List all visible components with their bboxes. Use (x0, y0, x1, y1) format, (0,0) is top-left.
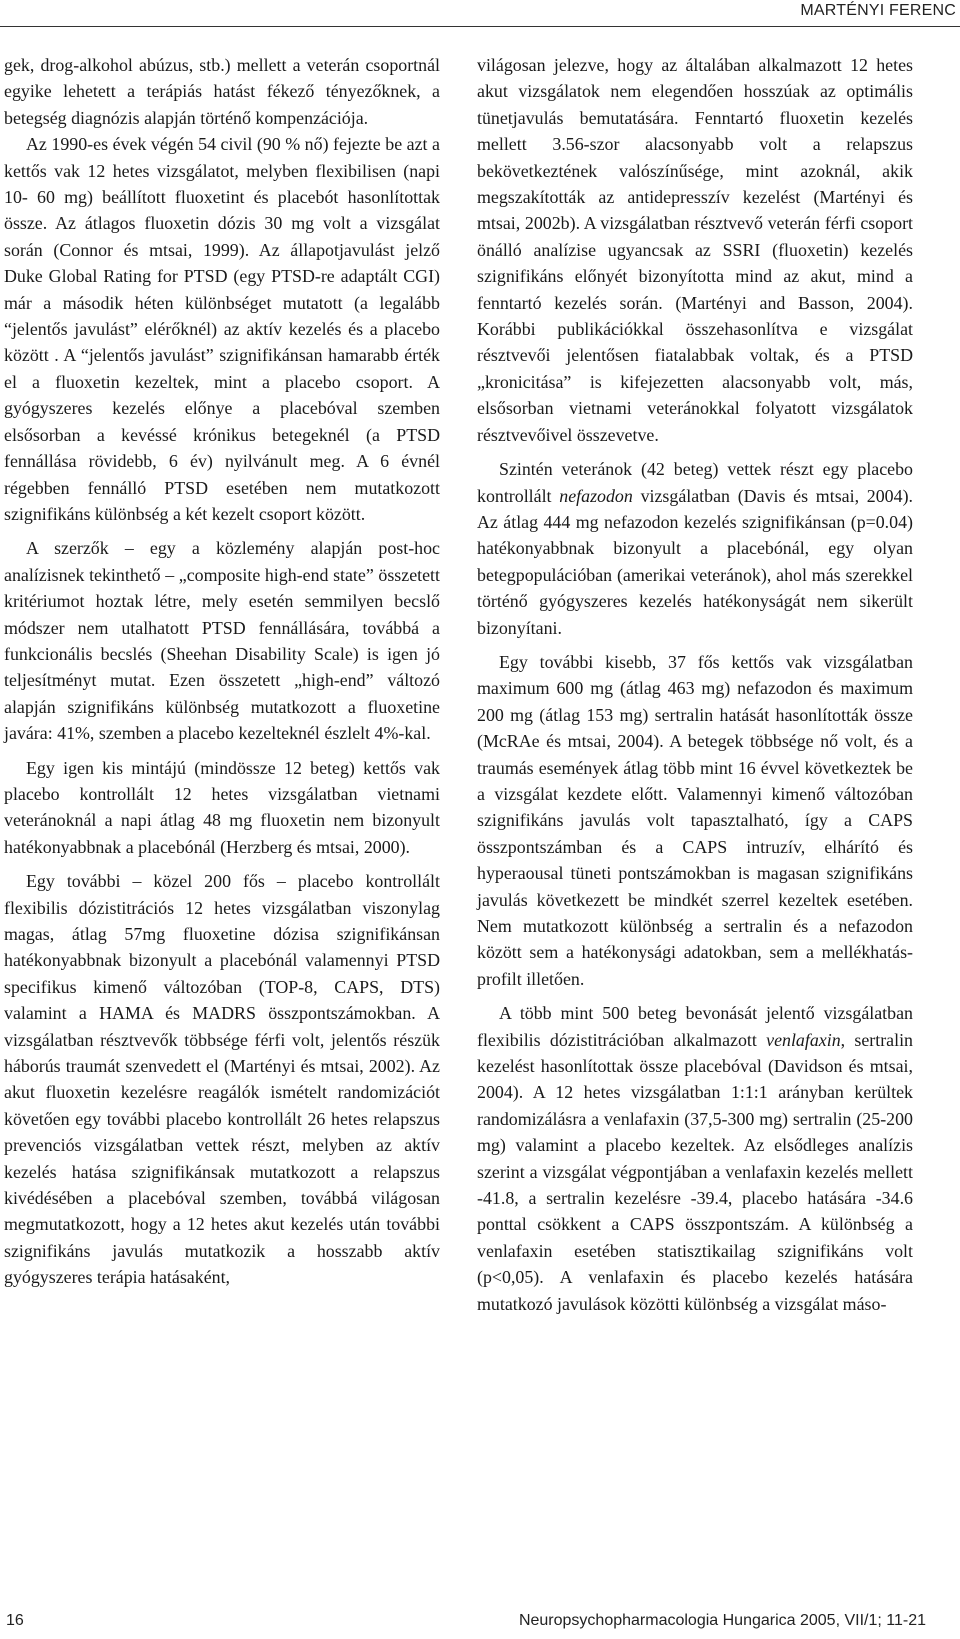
drug-name-nefazodon: nefazodon (559, 485, 633, 506)
left-paragraph-2: Az 1990-es évek végén 54 civil (90 % nő) fejezte be azt a kettős vak 12 hetes vizsgálatot, melyben flexibilisen (napi 10- 60 mg) beállított fluoxetint és placebót hasonlítottak össze. Az átlagos fluoxetin dózis 30 mg volt a vizsgálat során (Connor és mtsai, 1999). Az állapotjavulást jelző Duke Global Rating for PTSD (egy PTSD-re adaptált CGI) már a második héten különbséget mutatott (a legalább “jelentős javulást” elérőknél) az aktív kezelés és a placebo között . A “jelentős javulást” szignifikánsan hamarabb érték el a fluoxetin kezeltek, mint a placebo csoport. A gyógyszeres kezelés előnye a placebóval szemben elsősorban a kevéssé krónikus betegeknél (a PTSD fennállása rövidebb, 6 év) nyilvánult meg. A 6 évnél régebben fennálló PTSD esetében nem mutatkozott szignifikáns különbség a két kezelt csoport között. (4, 134, 440, 524)
drug-name-venlafaxin: venlafaxin (766, 1029, 841, 1050)
right-paragraph-1: világosan jelezve, hogy az általában alkalmazott 12 hetes akut vizsgálatok nem elegendően hosszúak az optimális tünetjavulás bemutatására. Fenntartó fluoxetin kezelés mellett 3.56-szor alacsonyabb volt a relapszus bekövetkeztének valószínűsége, mint azoknál, akik megszakították az antidepresszív kezelést (Martényi és mtsai, 2002b). A vizsgálatban résztvevő veterán férfi csoport önálló analízise ugyancsak az SSRI (fluoxetin) kezelés szignifikáns előnyét bizonyította mind az akut, mind a fenntartó kezelés során. (Martényi and Basson, 2004). Korábbi publikációkkal összehasonlítva e vizsgálat résztvevői jelentősen fiatalabbak voltak, és a PTSD „kronicitása” is kifejezetten alacsonyabb volt, más, elsősorban vietnami veteránokkal folyatott vizsgálatok résztvevőivel összevetve. (477, 55, 913, 445)
left-paragraph-1: gek, drog-alkohol abúzus, stb.) mellett a veterán csoportnál egyike lehetett a terápiás hatást fékező tényezőknek, a betegség diagnózis alapján történő kompenzációja. (4, 55, 440, 128)
page-number: 16 (6, 1612, 24, 1629)
right-paragraph-3: Egy további kisebb, 37 fős kettős vak vizsgálatban maximum 600 mg (átlag 463 mg) nefazodon és maximum 200 mg (átlag 153 mg) sertralin hatását hasonlították össze (McRAe és mtsai, 2004). A betegek többsége nő volt, és a traumás események átlag több mint 16 évvel következtek be a vizsgálat kezdete előtt. Valamennyi kimenő változóban szignifikáns javulás volt tapasztalható, így a CAPS összpontszámban és a CAPS intruzív, elhárító és hyperaousal tüneti pontszámokban is magasan szignifikáns javulás következett be mindkét szerrel kezeltek esetében. Nem mutatkozott különbség a sertralin és a nefazodon között sem a hatékonysági adatokban, sem a mellékhatás-profilt illetően. (477, 651, 913, 989)
journal-reference: Neuropsychopharmacologia Hungarica 2005, VII/1; 11-21 (518, 1612, 926, 1629)
header-rule (0, 26, 960, 27)
right-paragraph-4-text-b: , sertralin kezelést hasonlítottak össze placebóval (Davidson és mtsai, 2004). A 12 hetes vizsgálatban 1:1:1 arányban kerültek randomizálásra a venlafaxin (37,5-300 mg) sertralin (25-200 mg) valamint a placebo kezeltek. Az elsődleges analízis szerint a vizsgálat végpontjában a venlafaxin kezelés mellett -41.8, a sertralin kezelésre -39.4, placebo hatására -34.6 ponttal csökkent a CAPS összpontszám. A különbség a venlafaxin esetében statisztikailag szignifikáns volt (p<0,05). A venlafaxin és placebo kezelés hatására mutatkozó javulások közötti különbség a vizsgálat máso- (477, 1029, 913, 1314)
right-column (477, 52, 913, 1317)
running-header-author: MARTÉNYI FERENC (800, 2, 956, 19)
left-paragraph-5: Egy további – közel 200 fős – placebo kontrollált flexibilis dózistitrációs 12 hetes vizsgálatban viszonylag magas, átlag 57mg fluoxetine dózisa szignifikánsan hatékonyabbnak bizonyult a placebónál valamennyi PTSD specifikus kimenő változóban (TOP-8, CAPS, DTS) valamint a HAMA és MADRS összpontszámokban. A vizsgálatban résztvevők többsége férfi volt, jelentős részük háborús traumát szenvedett el (Martényi és mtsai, 2002). Az akut fluoxetin kezelésre reagálók ismételt randomizációt követően egy további placebo kontrollált 26 hetes relapszus prevenciós vizsgálatban vettek részt, melyben az aktív kezelés hatása szignifikánsak mutatkozott a relapszus kivédésében a placebóval szemben, továbbá világosan megmutatkozott, hogy a 12 hetes akut kezelés után további szignifikáns javulás mutatkozik a hosszabb aktív gyógyszeres terápia hatásaként, (4, 871, 440, 1288)
right-paragraph-2-text-a: Szintén veteránok (42 beteg) vettek részt egy placebo kontrollált (477, 459, 913, 506)
left-column (4, 52, 440, 1291)
right-paragraph-2 (477, 456, 913, 641)
left-paragraph-4: Egy igen kis mintájú (mindössze 12 beteg) kettős vak placebo kontrollált 12 hetes vizsgálatban vietnami veteránoknál a napi átlag 48 mg fluoxetin nem bizonyult hatékonyabbnak a placebónál (Herzberg és mtsai, 2000). (4, 757, 440, 857)
right-paragraph-4 (477, 1000, 913, 1317)
right-paragraph-2-text-b: vizsgálatban (Davis és mtsai, 2004). Az átlag 444 mg nefazodon kezelés szignifikánsan (p=0.04) hatékonyabbnak bizonyult a placebónál, egy olyan betegpopulációban (amerikai veteránok), ahol más szerekkel történő gyógyszeres kezelés hatékonyságát nem sikerült bizonyítani. (477, 485, 913, 638)
right-paragraph-4-text-a: A több mint 500 beteg bevonását jelentő vizsgálatban flexibilis dózistitrációban alkalmazott (477, 1003, 913, 1050)
left-paragraph-3: A szerzők – egy a közlemény alapján post-hoc analízisnek tekinthető – „composite high-end state” összetett kritériumot hoztak létre, mely esetén semmilyen becslő módszer nem utalhatott PTSD fennállására, továbbá a funkcionális becslés (Sheehan Disability Scale) is igen jó teljesítményt mutat. Ezen összetett „high-end” változó alapján szignifikáns különbség mutatkozott a fluoxetine javára: 41%, szemben a placebo kezelteknél észlelt 4%-kal. (4, 538, 440, 744)
